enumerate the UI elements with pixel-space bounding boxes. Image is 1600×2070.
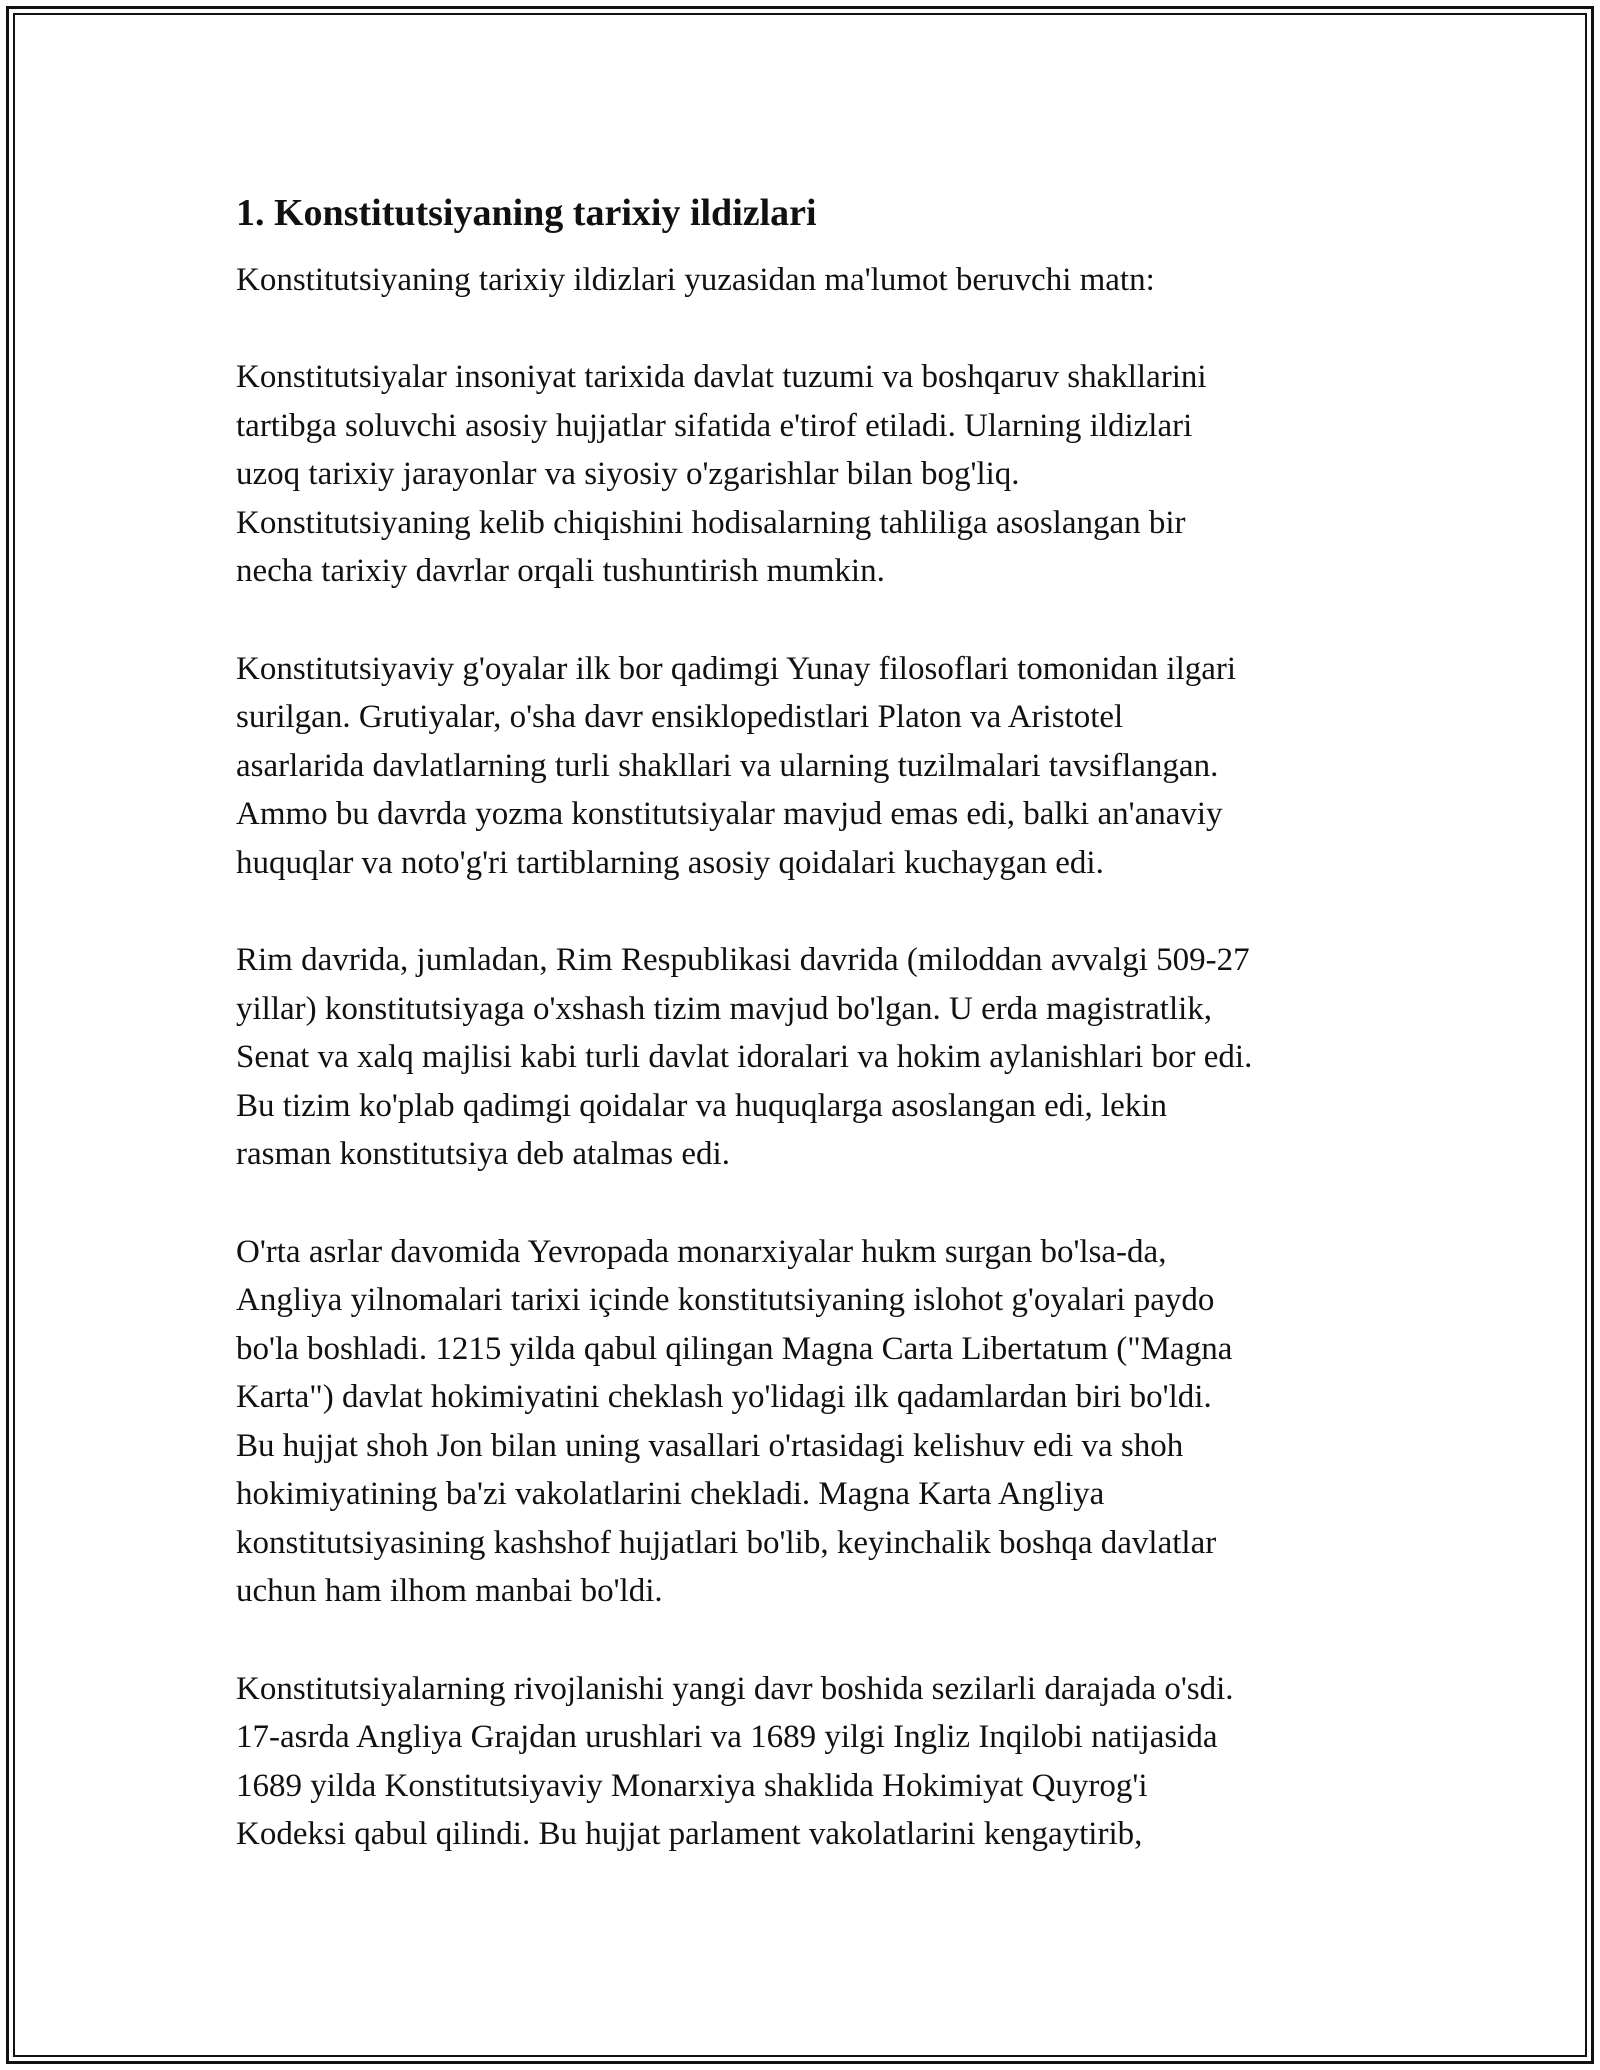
paragraph-line: tartibga soluvchi asosiy hujjatlar sifatida e'tirof etiladi. Ularning ildizlari — [236, 407, 1193, 444]
paragraph-line: asarlarida davlatlarning turli shakllari va ularning tuzilmalari tavsiflangan. — [236, 747, 1219, 784]
paragraph-line: Bu tizim ko'plab qadimgi qoidalar va huquqlarga asoslangan edi, lekin — [236, 1087, 1167, 1124]
paragraph-5 — [236, 1665, 1376, 1859]
paragraph-line: bo'la boshladi. 1215 yilda qabul qilingan Magna Carta Libertatum ("Magna — [236, 1330, 1233, 1367]
paragraph-line: surilgan. Grutiyalar, o'sha davr ensiklopedistlari Platon va Aristotel — [236, 699, 1124, 735]
paragraph-line: Senat va xalq majlisi kabi turli davlat idoralari va hokim aylanishlari bor edi. — [236, 1039, 1253, 1075]
paragraph-line: uchun ham ilhom manbai bo'ldi. — [236, 1573, 663, 1609]
paragraph-line: Angliya yilnomalari tarixi içinde konstitutsiyaning islohot g'oyalari paydo — [236, 1282, 1215, 1318]
paragraph-line: hokimiyatining ba'zi vakolatlarini chekladi. Magna Karta Angliya — [236, 1476, 1105, 1512]
paragraph-4 — [236, 1228, 1376, 1616]
paragraph-line: Ammo bu davrda yozma konstitutsiyalar mavjud emas edi, balki an'anaviy — [236, 796, 1223, 832]
document-body — [236, 186, 1376, 1908]
document-intro: Konstitutsiyaning tarixiy ildizlari yuzasidan ma'lumot beruvchi matn: — [236, 262, 1155, 298]
paragraph-line: 17-asrda Angliya Grajdan urushlari va 1689 yilgi Ingliz Inqilobi natijasida — [236, 1719, 1218, 1755]
paragraph-line: Bu hujjat shoh Jon bilan uning vasallari o'rtasidagi kelishuv edi va shoh — [236, 1427, 1184, 1464]
paragraph-line: konstitutsiyasining kashshof hujjatlari bo'lib, keyinchalik boshqa davlatlar — [236, 1524, 1217, 1561]
paragraph-line: Konstitutsiyalar insoniyat tarixida davlat tuzumi va boshqaruv shakllarini — [236, 359, 1207, 395]
paragraph-line: huquqlar va noto'g'ri tartiblarning asosiy qoidalari kuchaygan edi. — [236, 844, 1104, 881]
paragraph-line: Kodeksi qabul qilindi. Bu hujjat parlament vakolatlarini kengaytirib, — [236, 1816, 1143, 1852]
paragraph-3 — [236, 936, 1376, 1179]
paragraph-line: Rim davrida, jumladan, Rim Respublikasi davrida (miloddan avvalgi 509-27 — [236, 942, 1250, 978]
paragraph-line: Konstitutsiyaviy g'oyalar ilk bor qadimgi Yunay filosoflari tomonidan ilgari — [236, 650, 1237, 687]
paragraph-line: uzoq tarixiy jarayonlar va siyosiy o'zgarishlar bilan bog'liq. — [236, 456, 1020, 492]
paragraph-line: O'rta asrlar davomida Yevropada monarxiyalar hukm surgan bo'lsa-da, — [236, 1233, 1167, 1270]
paragraph-line: 1689 yilda Konstitutsiyaviy Monarxiya shaklida Hokimiyat Quyrog'i — [236, 1767, 1148, 1804]
paragraph-line: rasman konstitutsiya deb atalmas edi. — [236, 1136, 730, 1172]
paragraph-1 — [236, 353, 1376, 596]
paragraph-line: necha tarixiy davrlar orqali tushuntirish mumkin. — [236, 553, 885, 589]
paragraph-2 — [236, 645, 1376, 888]
paragraph-line: Konstitutsiyaning kelib chiqishini hodisalarning tahliliga asoslangan bir — [236, 504, 1186, 541]
paragraph-line: yillar) konstitutsiyaga o'xshash tizim mavjud bo'lgan. U erda magistratlik, — [236, 990, 1213, 1027]
document-title: 1. Konstitutsiyaning tarixiy ildizlari — [236, 192, 817, 234]
paragraph-line: Konstitutsiyalarning rivojlanishi yangi davr boshida sezilarli darajada o'sdi. — [236, 1670, 1234, 1707]
paragraph-line: Karta") davlat hokimiyatini cheklash yo'lidagi ilk qadamlardan biri bo'ldi. — [236, 1379, 1212, 1415]
